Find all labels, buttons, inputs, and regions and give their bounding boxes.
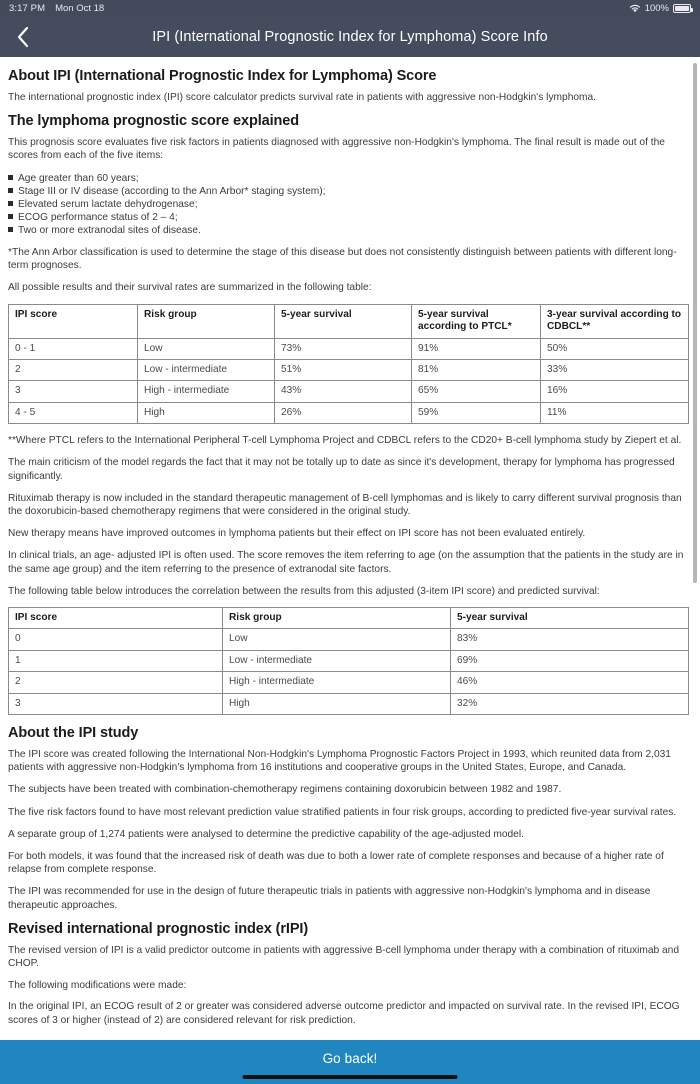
- go-back-button[interactable]: [0, 1040, 700, 1084]
- table-cell: 3: [9, 693, 223, 714]
- list-item-label: Two or more extranodal sites of disease.: [18, 224, 201, 236]
- paragraph-study-risk-factors: The five risk factors found to have most relevant prediction value stratified patients in four risk groups, according to predicted five-year survival rates.: [8, 806, 677, 818]
- status-bar: [0, 0, 700, 17]
- paragraph-age-adjusted: In clinical trials, an age- adjusted IPI is often used. The score removes the item referring to age (on the assumption that the patients in the study are in the same age group) and the item referring to the presence of extranodal site factors.: [8, 550, 684, 575]
- survival-table-full: [8, 304, 689, 424]
- table-cell: 43%: [275, 381, 412, 402]
- scrollbar[interactable]: [691, 57, 699, 1040]
- paragraph-rituximab: Rituximab therapy is now included in the standard therapeutic management of B-cell lymphomas and is likely to carry different survival prognosis than the doxorubicin-based chemotherapy regimens that were considered in the original study.: [8, 492, 682, 517]
- page-title: IPI (International Prognostic Index for Lymphoma) Score Info: [152, 29, 548, 45]
- table-row: [9, 629, 689, 650]
- paragraph-ripi-ecog: In the original IPI, an ECOG result of 2 or greater was considered adverse outcome predictor and impacted on survival rate. In the revised IPI, ECOG scores of 3 or higher (instead of 2) are considered relevant for risk prediction.: [8, 1001, 680, 1026]
- paragraph-study-subjects: The subjects have been treated with combination-chemotherapy regimens containing doxorubicin between 1982 and 1987.: [8, 784, 562, 796]
- square-bullet-icon: [8, 175, 13, 180]
- paragraph-ann-arbor-note: *The Ann Arbor classification is used to determine the stage of this disease but does not consistently distinguish between patients with different long-term prognoses.: [8, 247, 677, 272]
- table-cell: 59%: [412, 402, 541, 423]
- paragraph-study-origin: The IPI score was created following the International Non-Hodgkin's Lymphoma Prognostic Factors Project in 1993, which reunited data from 2,031 patients with aggressive non-Hodgkin's lymphoma from 16 institutions and cooperative groups in the United States, Europe, and Canada.: [8, 748, 671, 774]
- square-bullet-icon: [8, 188, 13, 193]
- table-cell: 16%: [541, 381, 689, 402]
- table-cell: 1: [9, 650, 223, 671]
- list-item: [8, 185, 688, 198]
- scrollbar-thumb[interactable]: [693, 63, 697, 583]
- paragraph-table2-intro: The following table below introduces the correlation between the results from this adjusted (3-item IPI score) and predicted survival:: [8, 585, 600, 597]
- table-cell: 81%: [412, 359, 541, 380]
- square-bullet-icon: [8, 214, 13, 219]
- table-cell: 26%: [275, 402, 412, 423]
- column-header: Risk group: [138, 304, 275, 338]
- table-cell: 2: [9, 672, 223, 693]
- table-header-row: [9, 304, 689, 338]
- table-row: [9, 672, 689, 693]
- paragraph-ripi-validity: The revised version of IPI is a valid predictor outcome in patients with aggressive B-cell lymphoma under therapy with a combination of rituximab and CHOP.: [8, 944, 680, 970]
- paragraph-new-therapy: New therapy means have improved outcomes in lymphoma patients but their effect on IPI score has not been evaluated entirely.: [8, 528, 586, 540]
- table-header-row: [9, 607, 689, 628]
- column-header: IPI score: [9, 304, 138, 338]
- list-item: [8, 198, 688, 211]
- scroll-content[interactable]: [0, 57, 700, 1040]
- back-button[interactable]: [0, 17, 46, 57]
- table-row: [9, 650, 689, 671]
- table-cell: 2: [9, 359, 138, 380]
- table-cell: High: [138, 402, 275, 423]
- table-cell: Low - intermediate: [223, 650, 451, 671]
- table-cell: High - intermediate: [138, 381, 275, 402]
- paragraph-ptcl-note: **Where PTCL refers to the International Peripheral T-cell Lymphoma Project and CDBCL refers to the CD20+ B-cell lymphoma study by Ziepert et al.: [8, 435, 682, 447]
- heading-about-study: About the IPI study: [8, 724, 139, 741]
- table-cell: 33%: [541, 359, 689, 380]
- survival-table-adjusted: [8, 607, 689, 715]
- go-back-label: Go back!: [322, 1051, 378, 1067]
- heading-about-ipi: About IPI (International Prognostic Index for Lymphoma) Score: [8, 68, 437, 84]
- paragraph-criticism: The main criticism of the model regards the fact that it may not be totally up to date as since it's development, therapy for lymphoma has progressed significantly.: [8, 457, 675, 482]
- table-cell: Low - intermediate: [138, 359, 275, 380]
- table-cell: Low: [223, 629, 451, 650]
- status-right-group: [629, 3, 691, 14]
- paragraph-table-intro: All possible results and their survival rates are summarized in the following table:: [8, 282, 372, 294]
- heading-revised-ipi: Revised international prognostic index (rIPI): [8, 920, 309, 937]
- column-header: 3-year survival according to CDBCL**: [541, 304, 689, 338]
- risk-factor-list: [8, 172, 688, 237]
- column-header: 5-year survival: [275, 304, 412, 338]
- navigation-bar: [0, 17, 700, 57]
- table-cell: 0 - 1: [9, 338, 138, 359]
- list-item: [8, 211, 688, 224]
- column-header: Risk group: [223, 607, 451, 628]
- table-row: [9, 359, 689, 380]
- table-cell: 3: [9, 381, 138, 402]
- column-header: IPI score: [9, 607, 223, 628]
- list-item-label: ECOG performance status of 2 – 4;: [18, 211, 178, 223]
- list-item-label: Stage III or IV disease (according to the Ann Arbor* staging system);: [18, 185, 326, 197]
- home-indicator: [243, 1075, 458, 1079]
- table-row: [9, 693, 689, 714]
- table-cell: 32%: [451, 693, 689, 714]
- table-cell: 69%: [451, 650, 689, 671]
- paragraph-study-separate-group: A separate group of 1,274 patients were analysed to determine the predictive capability of the age-adjusted model.: [8, 828, 524, 840]
- table-cell: High - intermediate: [223, 672, 451, 693]
- heading-score-explained: The lymphoma prognostic score explained: [8, 113, 299, 130]
- paragraph-study-models: For both models, it was found that the increased risk of death was due to both a lower rate of complete responses and because of a higher rate of relapse from complete response.: [8, 851, 664, 876]
- table-cell: 50%: [541, 338, 689, 359]
- battery-full-icon: [673, 4, 691, 13]
- table-row: [9, 338, 689, 359]
- table-cell: 73%: [275, 338, 412, 359]
- table-cell: 0: [9, 629, 223, 650]
- table-cell: 11%: [541, 402, 689, 423]
- list-item: [8, 224, 688, 237]
- square-bullet-icon: [8, 227, 13, 232]
- paragraph-study-recommendation: The IPI was recommended for use in the design of future therapeutic trials in patients with aggressive non-Hodgkin's lymphoma and in disease therapeutic approaches.: [8, 886, 651, 911]
- column-header: 5-year survival according to PTCL*: [412, 304, 541, 338]
- table-cell: Low: [138, 338, 275, 359]
- square-bullet-icon: [8, 201, 13, 206]
- table-cell: 4 - 5: [9, 402, 138, 423]
- table-cell: 65%: [412, 381, 541, 402]
- status-time: 3:17 PM: [9, 3, 46, 14]
- table-row: [9, 381, 689, 402]
- status-date: Mon Oct 18: [55, 3, 105, 14]
- table-cell: 91%: [412, 338, 541, 359]
- column-header: 5-year survival: [451, 607, 689, 628]
- paragraph-about-ipi: The international prognostic index (IPI) score calculator predicts survival rate in patients with aggressive non-Hodgkin's lymphoma.: [8, 92, 597, 103]
- paragraph-score-explained: This prognosis score evaluates five risk factors in patients diagnosed with aggressive non-Hodgkin's lymphoma. The final result is made out of the scores from each of the five items:: [8, 137, 665, 162]
- list-item-label: Elevated serum lactate dehydrogenase;: [18, 198, 198, 210]
- table-cell: 83%: [451, 629, 689, 650]
- battery-percent-label: 100%: [644, 3, 669, 14]
- list-item-label: Age greater than 60 years;: [18, 172, 139, 184]
- wifi-icon: [629, 4, 641, 13]
- list-item: [8, 172, 688, 185]
- chevron-left-icon: [16, 26, 30, 48]
- table-row: [9, 402, 689, 423]
- paragraph-ripi-modifications-intro: The following modifications were made:: [8, 980, 187, 992]
- table-cell: 46%: [451, 672, 689, 693]
- table-cell: High: [223, 693, 451, 714]
- table-cell: 51%: [275, 359, 412, 380]
